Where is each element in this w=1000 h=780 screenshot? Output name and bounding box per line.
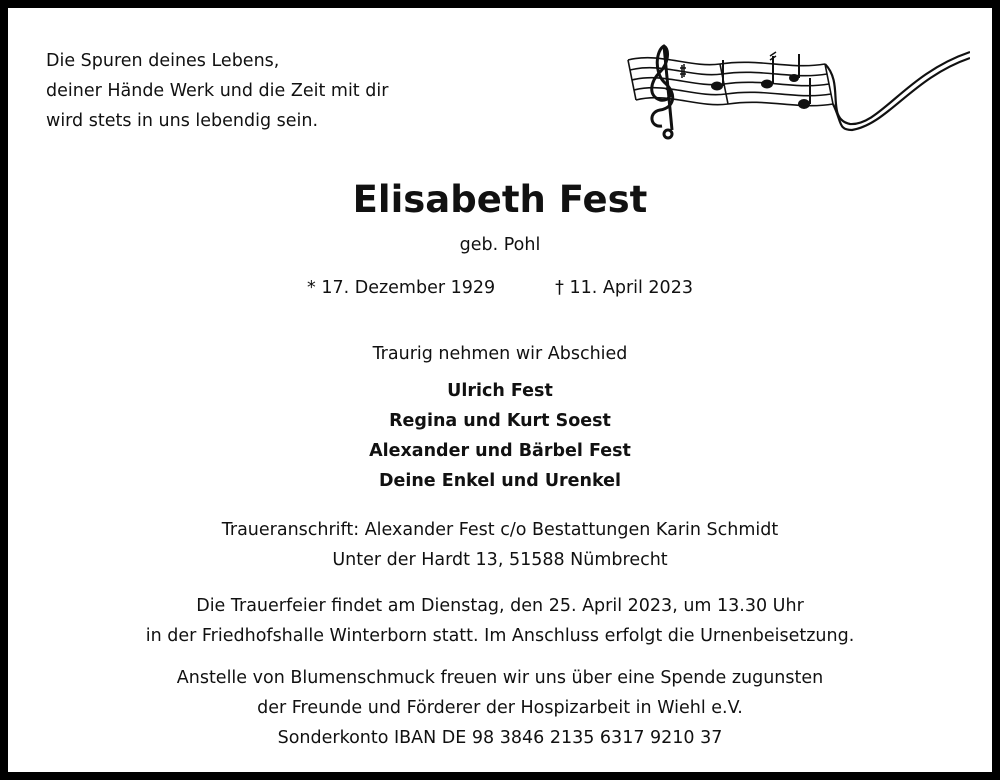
- deceased-name: Elisabeth Fest: [352, 178, 648, 221]
- maiden-name: geb. Pohl: [459, 235, 541, 255]
- donation-line: Anstelle von Blumenschmuck freuen wir uns über eine Spende zugunsten: [176, 668, 824, 688]
- birth-date: * 17. Dezember 1929: [307, 278, 496, 298]
- mourning-address: [8, 515, 992, 575]
- verse-line: wird stets in uns lebendig sein.: [46, 111, 319, 131]
- mourner-name: Regina und Kurt Soest: [389, 411, 611, 431]
- service-line: in der Friedhofshalle Winterborn statt. Im Anschluss erfolgt die Urnenbeisetzung.: [145, 626, 855, 646]
- mourner-name: Alexander und Bärbel Fest: [369, 441, 631, 461]
- mourner-name: Ulrich Fest: [447, 381, 553, 401]
- music-staff-with-notes-icon: [620, 34, 970, 148]
- donation-line: der Freunde und Förderer der Hospizarbeit in Wiehl e.V.: [257, 698, 743, 718]
- verse-line: deiner Hände Werk und die Zeit mit dir: [46, 81, 389, 101]
- donation-iban: Sonderkonto IBAN DE 98 3846 2135 6317 9210 37: [277, 728, 723, 748]
- mourner-name: Deine Enkel und Urenkel: [378, 471, 622, 491]
- memorial-verse: [46, 46, 388, 136]
- death-date: † 11. April 2023: [555, 278, 693, 298]
- address-line: Unter der Hardt 13, 51588 Nümbrecht: [332, 550, 668, 570]
- donation-request: [8, 663, 992, 753]
- verse-line: Die Spuren deines Lebens,: [46, 51, 280, 71]
- life-dates: [8, 274, 992, 302]
- farewell-line: Traurig nehmen wir Abschied: [372, 344, 628, 364]
- funeral-service-info: [8, 591, 992, 651]
- service-line: Die Trauerfeier findet am Dienstag, den 25. April 2023, um 13.30 Uhr: [196, 596, 804, 616]
- address-line: Traueranschrift: Alexander Fest c/o Bestattungen Karin Schmidt: [221, 520, 779, 540]
- mourners-list: [8, 376, 992, 496]
